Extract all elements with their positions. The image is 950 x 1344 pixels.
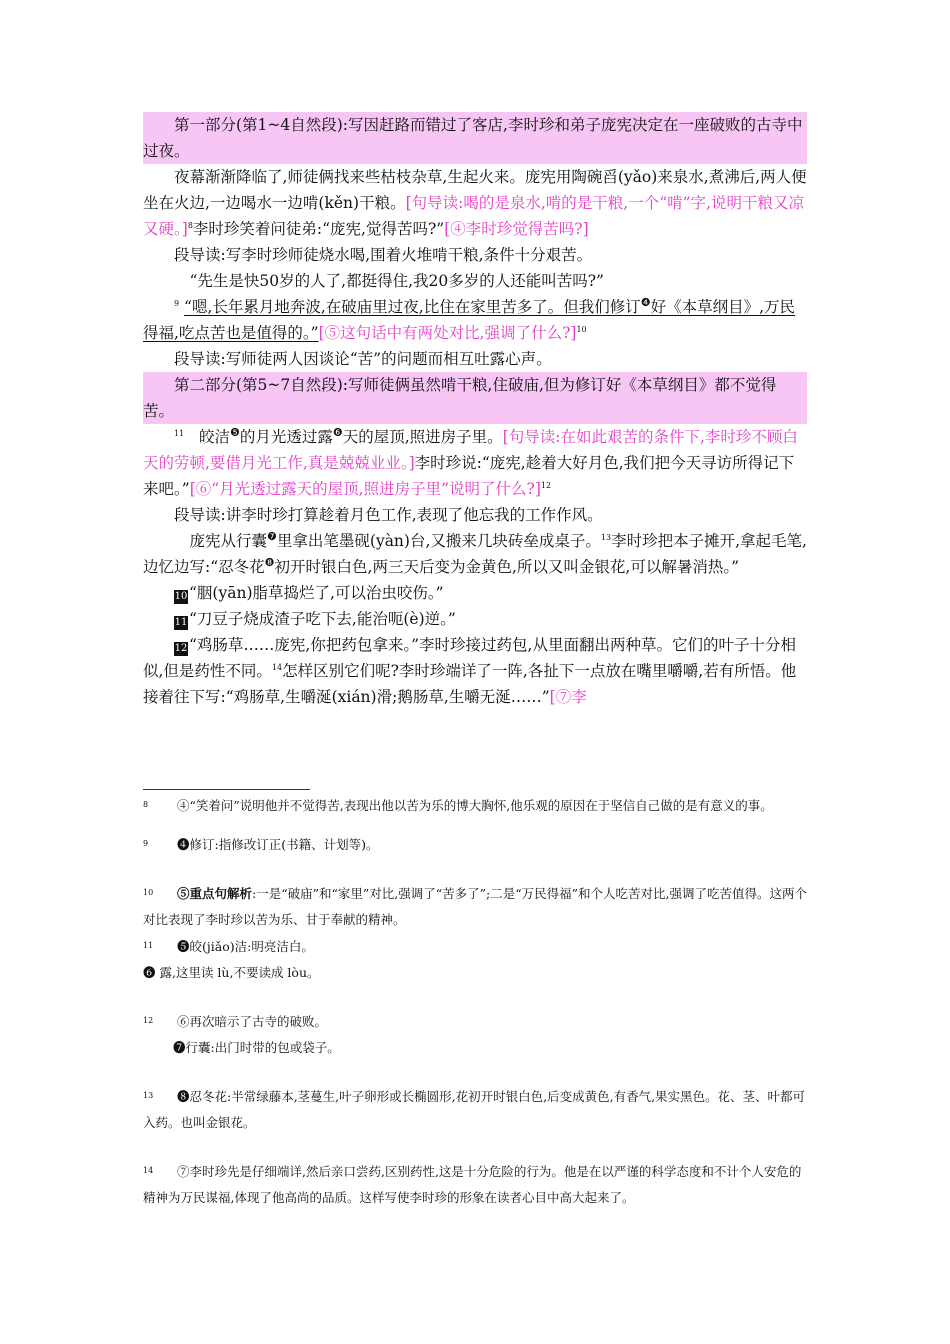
paragraph-guide-3: 段导读:讲李时珍打算趁着月色工作,表现了他忘我的工作作风。: [174, 506, 603, 524]
reading-guide-note: [句导读:喝的是泉水,啃的是干粮,一个“啃”字,说明干粮又凉又硬。]: [143, 194, 804, 238]
annotation-marker: ❺: [229, 425, 240, 439]
paragraph-number-badge: 12: [174, 643, 188, 654]
part1-heading: 第一部分(第1~4自然段):写因赶路而错过了客店,李时珍和弟子庞宪决定在一座破败的古寺中过夜。: [143, 112, 807, 164]
footnote-divider: [143, 789, 310, 790]
footnote-14: 14 ⑦李时珍先是仔细端详,然后亲口尝药,区别药性,这是十分危险的行为。他是在以严谨的科学态度和不计个人安危的精神为万民谋福,体现了他高尚的品质。这样写使李时珍的形象在读者心目中高大起来了。: [143, 1164, 802, 1205]
footnote-11b: ❻ 露,这里读 lù,不要读成 lòu。: [143, 965, 320, 980]
paragraph-6: 10 “胭(yān)脂草捣烂了,可以治虫咬伤。”: [174, 584, 444, 602]
footnote-ref[interactable]: 9: [174, 298, 180, 308]
main-text: [143, 112, 807, 710]
question-note: [⑤这句话中有两处对比,强调了什么?]: [318, 324, 577, 342]
key-sentence: “嗯,长年累月地奔波,在破庙里过夜,比住在家里苦多了。但我们修订$^❹$好《本草纲目》,万民得福,吃点苦也是值得的。”: [143, 295, 796, 342]
footnote-12: 12 ⑥再次暗示了古寺的破败。: [143, 1014, 328, 1029]
footnote-ref[interactable]: 10: [576, 324, 587, 334]
footnote-8: 8 ④“笑着问”说明他并不觉得苦,表现出他以苦为乐的博大胸怀,他乐观的原因在于坚信自己做的是有意义的事。: [143, 798, 773, 813]
reading-guide-note: [句导读:在如此艰苦的条件下,李时珍不顾白天的劳顿,要借月光工作,真是兢兢业业。]: [143, 428, 798, 472]
paragraph-7: 11 “刀豆子烧成渣子吃下去,能治呃(è)逆。”: [174, 610, 456, 628]
footnote-ref[interactable]: 11: [174, 428, 185, 438]
part2-heading: 第二部分(第5~7自然段):写师徒俩虽然啃干粮,住破庙,但为修订好《本草纲目》都不觉得苦。: [143, 372, 807, 424]
paragraph-8: 12 “鸡肠草……庞宪,你把药包拿来。”李时珍接过药包,从里面翻出两种草。它们的叶子十分相似,但是药性不同。$^{14}$怎样区别它们呢?李时珍端详了一阵,各扯下一点放在嘴里嚼嚼,若有所悟。他接着往下写:“鸡肠草,生嚼涎(xián)滑;鹅肠草,生嚼无涎……”[⑦李: [143, 636, 797, 706]
paragraph-2: “先生是快50岁的人了,都挺得住,我20多岁的人还能叫苦吗?”: [189, 272, 604, 290]
annotation-marker: ❻: [332, 425, 343, 439]
paragraph-1: 夜幕渐渐降临了,师徒俩找来些枯枝杂草,生起火来。庞宪用陶碗舀(yǎo)来泉水,煮沸后,两人便坐在火边,一边喝水一边啃(kěn)干粮。[句导读:喝的是泉水,啃的是干粮,一个“啃”字,说明干粮又凉又硬。]$^8$李时珍笑着问徒弟:“庞宪,觉得苦吗?”[④李时珍觉得苦吗?]: [143, 168, 807, 238]
footnote-10: 10 ⑤重点句解析:一是“破庙”和“家里”对比,强调了“苦多了”;二是“万民得福”和个人吃苦对比,强调了吃苦值得。这两个对比表现了李时珍以苦为乐、甘于奉献的精神。: [143, 886, 808, 927]
paragraph-number-badge: 10: [174, 591, 188, 602]
footnote-ref[interactable]: 13: [600, 532, 612, 542]
paragraph-number-badge: 11: [174, 617, 188, 628]
paragraph-guide-1: 段导读:写李时珍师徒烧水喝,围着火堆啃干粮,条件十分艰苦。: [174, 246, 593, 264]
footnote-ref[interactable]: 12: [540, 480, 552, 490]
annotation-marker: ❽: [264, 555, 275, 569]
question-note: [④李时珍觉得苦吗?]: [444, 220, 589, 238]
question-note: [⑥“月光透过露天的屋顶,照进房子里”说明了什么?]: [189, 480, 541, 498]
footnote-ref[interactable]: 14: [271, 662, 283, 672]
footnote-13: 13 ❽忍冬花:半常绿藤本,茎蔓生,叶子卵形或长椭圆形,花初开时银白色,后变成黄色,有香气,果实黑色。花、茎、叶都可入药。也叫金银花。: [143, 1089, 806, 1130]
footnote-ref[interactable]: 8: [187, 220, 193, 230]
footnote-12b: ❼行囊:出门时带的包或袋子。: [173, 1040, 340, 1055]
question-note: [⑦李: [549, 688, 587, 706]
paragraph-guide-2: 段导读:写师徒两人因谈论“苦”的问题而相互吐露心声。: [174, 350, 552, 368]
footnote-11: 11 ❺皎(jiǎo)洁:明亮洁白。: [143, 939, 314, 954]
annotation-marker: ❼: [267, 529, 277, 543]
paragraph-5: 庞宪从行囊$^❼$里拿出笔墨砚(yàn)台,又搬来几块砖垒成桌子。$^{13}$李时珍把本子摊开,拿起毛笔,边忆边写:“忍冬花$^❽$初开时银白色,两三天后变为金黄色,所以又叫金银花,可以解暑消热。”: [143, 529, 807, 576]
paragraph-4: $^{11}$ 皎洁$^❺$的月光透过露$^❻$天的屋顶,照进房子里。[句导读:在如此艰苦的条件下,李时珍不顾白天的劳顿,要借月光工作,真是兢兢业业。]李时珍说:“庞宪,趁着大好月色,我们把今天寻访所得记下来吧。”[⑥“月光透过露天的屋顶,照进房子里”说明了什么?]$^{12}$: [143, 425, 798, 498]
paragraph-3: [143, 294, 807, 346]
annotation-marker: ❹: [640, 295, 651, 309]
footnote-9: 9 ❹修订:指修改订正(书籍、计划等)。: [143, 837, 379, 852]
footnotes: [143, 792, 807, 1211]
